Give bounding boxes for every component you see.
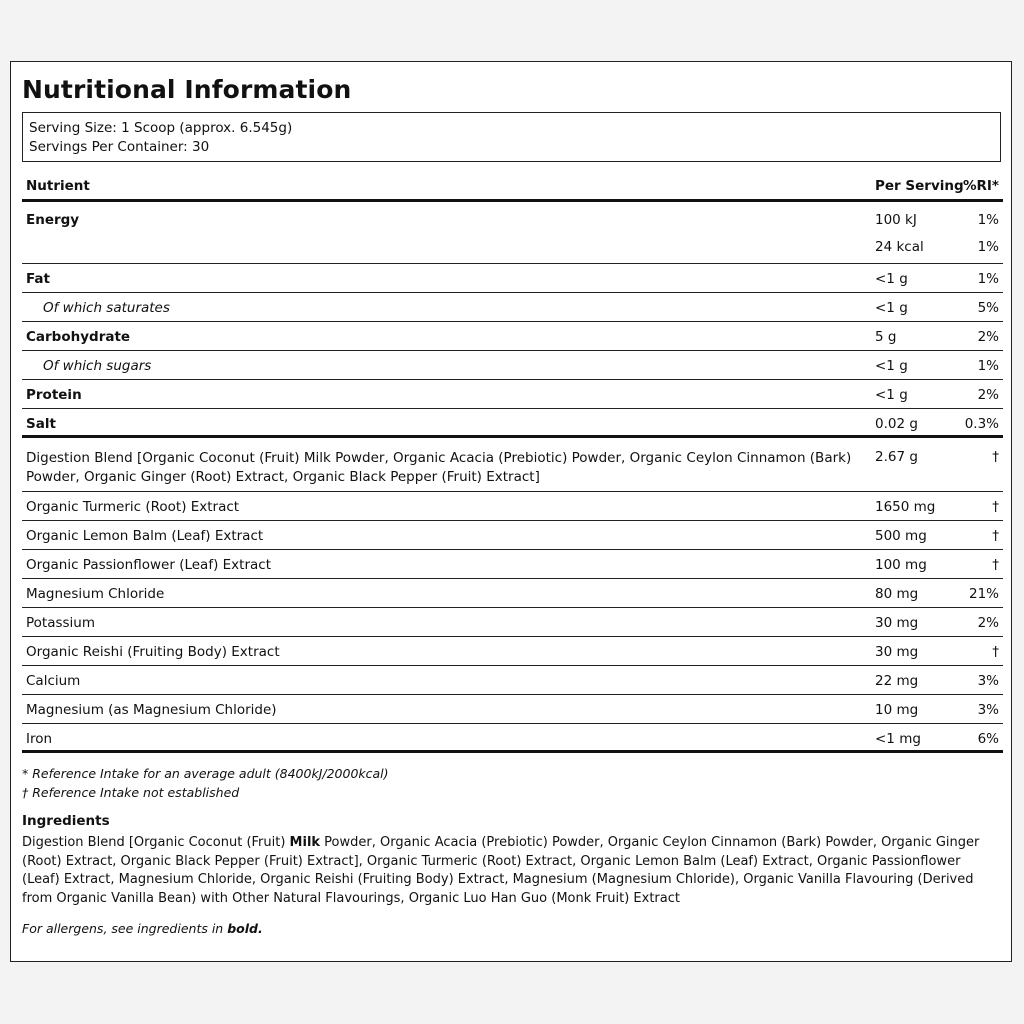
nutrient-name: Fat: [26, 271, 50, 287]
allergen-note: [22, 921, 263, 936]
nutrient-ri: 0.3%: [964, 416, 999, 432]
allergen-bold-word: bold.: [227, 921, 263, 936]
serving-info-box: [22, 112, 1001, 162]
nutrient-value: <1 g: [875, 387, 908, 403]
active-value: 10 mg: [875, 702, 919, 718]
nutrient-name: Energy: [26, 212, 80, 228]
table-row: [22, 351, 1003, 380]
ingredients-part: Powder, Organic Acacia (Prebiotic) Powder, Organic Ceylon Cinnamon (Bark) Powder, Organic Ginger (Root) Extract, Organic Black Pepper (Fruit) Extract], Organic Turmeric (Root) Extract, Organic Lemon Balm (Leaf) Extract, Organic Passionflower (Leaf) Extract, Magnesium Chloride, Organic Reishi (Fruiting Body) Extract, Magnesium (Magnesium Chloride), Organic Vanilla Flavouring (Derived from Organic Vanilla Bean) with Other Natural Flavourings, Organic Luo Han Guo (Monk Fruit) Extract: [22, 835, 980, 906]
ingredients-heading: Ingredients: [22, 813, 110, 829]
active-name: Organic Turmeric (Root) Extract: [26, 499, 240, 515]
allergen-milk: Milk: [289, 835, 321, 850]
active-value: 30 mg: [875, 644, 919, 660]
active-name: Organic Reishi (Fruiting Body) Extract: [26, 644, 280, 660]
energy-kcal-ri: 1%: [977, 239, 999, 255]
active-value: <1 mg: [875, 731, 921, 747]
active-ri: †: [992, 528, 999, 544]
active-value: 30 mg: [875, 615, 919, 631]
active-name: Organic Lemon Balm (Leaf) Extract: [26, 528, 264, 544]
servings-per-container: Servings Per Container: 30: [29, 139, 210, 155]
table-row-energy: [22, 202, 1003, 264]
nutrient-ri: 2%: [977, 329, 999, 345]
nutrient-name: Of which sugars: [43, 358, 152, 374]
active-name: Magnesium Chloride: [26, 586, 165, 602]
nutrition-table: [22, 172, 1003, 753]
active-value: 500 mg: [875, 528, 927, 544]
active-name: Organic Passionflower (Leaf) Extract: [26, 557, 271, 573]
table-row: [22, 438, 1003, 492]
active-value: 22 mg: [875, 673, 919, 689]
nutrient-name: Protein: [26, 387, 82, 403]
table-row: [22, 579, 1003, 608]
active-ri: †: [992, 644, 999, 660]
nutrient-name: Of which saturates: [43, 300, 170, 316]
nutrition-panel: [10, 61, 1012, 962]
table-row: [22, 724, 1003, 753]
nutrient-ri: 1%: [977, 271, 999, 287]
active-ri: 3%: [977, 673, 999, 689]
nutrient-value: <1 g: [875, 300, 908, 316]
header-ri: %RI*: [962, 178, 999, 194]
table-row: [22, 409, 1003, 438]
active-name: Calcium: [26, 673, 81, 689]
nutrient-ri: 2%: [977, 387, 999, 403]
active-name: Iron: [26, 731, 53, 747]
nutrient-value: <1 g: [875, 358, 908, 374]
footnotes: [22, 765, 1002, 802]
serving-size: Serving Size: 1 Scoop (approx. 6.545g): [29, 120, 293, 136]
table-row: [22, 293, 1003, 322]
energy-kj-ri: 1%: [977, 212, 999, 228]
page-title: Nutritional Information: [22, 75, 352, 104]
active-ri: †: [992, 557, 999, 573]
header-per-serving: Per Serving: [875, 178, 964, 194]
nutrient-name: Salt: [26, 416, 56, 432]
header-nutrient: Nutrient: [26, 178, 90, 194]
nutrient-value: 5 g: [875, 329, 897, 345]
nutrient-value: <1 g: [875, 271, 908, 287]
active-value: 2.67 g: [875, 449, 918, 465]
table-row: [22, 380, 1003, 409]
table-header: [22, 172, 1003, 202]
table-row: [22, 521, 1003, 550]
table-row: [22, 637, 1003, 666]
table-row: [22, 264, 1003, 293]
active-ri: 6%: [977, 731, 999, 747]
active-value: 80 mg: [875, 586, 919, 602]
table-row: [22, 608, 1003, 637]
active-name: Potassium: [26, 615, 96, 631]
nutrient-name: Carbohydrate: [26, 329, 131, 345]
active-ri: 2%: [977, 615, 999, 631]
active-value: 100 mg: [875, 557, 927, 573]
active-ri: 3%: [977, 702, 999, 718]
active-name: Magnesium (as Magnesium Chloride): [26, 702, 277, 718]
active-name: Digestion Blend [Organic Coconut (Fruit) Milk Powder, Organic Acacia (Prebiotic) Powder, Organic Ceylon Cinnamon (Bark) Powder, Organic Ginger (Root) Extract, Organic Black Pepper (Fruit) Extract]: [26, 450, 852, 485]
ingredients-text: [22, 834, 1002, 908]
active-value: 1650 mg: [875, 499, 936, 515]
energy-kcal-value: 24 kcal: [875, 239, 924, 255]
nutrient-value: 0.02 g: [875, 416, 918, 432]
allergen-prefix: For allergens, see ingredients in: [22, 921, 228, 936]
energy-kj-value: 100 kJ: [875, 212, 917, 228]
table-row: [22, 666, 1003, 695]
nutrient-ri: 5%: [977, 300, 999, 316]
table-row: [22, 695, 1003, 724]
table-row: [22, 322, 1003, 351]
active-ri: 21%: [968, 586, 999, 602]
ri-footnote: * Reference Intake for an average adult (8400kJ/2000kcal): [22, 766, 389, 781]
table-row: [22, 492, 1003, 521]
nutrient-ri: 1%: [977, 358, 999, 374]
table-row: [22, 550, 1003, 579]
dagger-footnote: † Reference Intake not established: [22, 784, 240, 800]
ingredients-part: Digestion Blend [Organic Coconut (Fruit): [22, 835, 290, 850]
active-ri: †: [992, 449, 999, 465]
active-ri: †: [992, 499, 999, 515]
